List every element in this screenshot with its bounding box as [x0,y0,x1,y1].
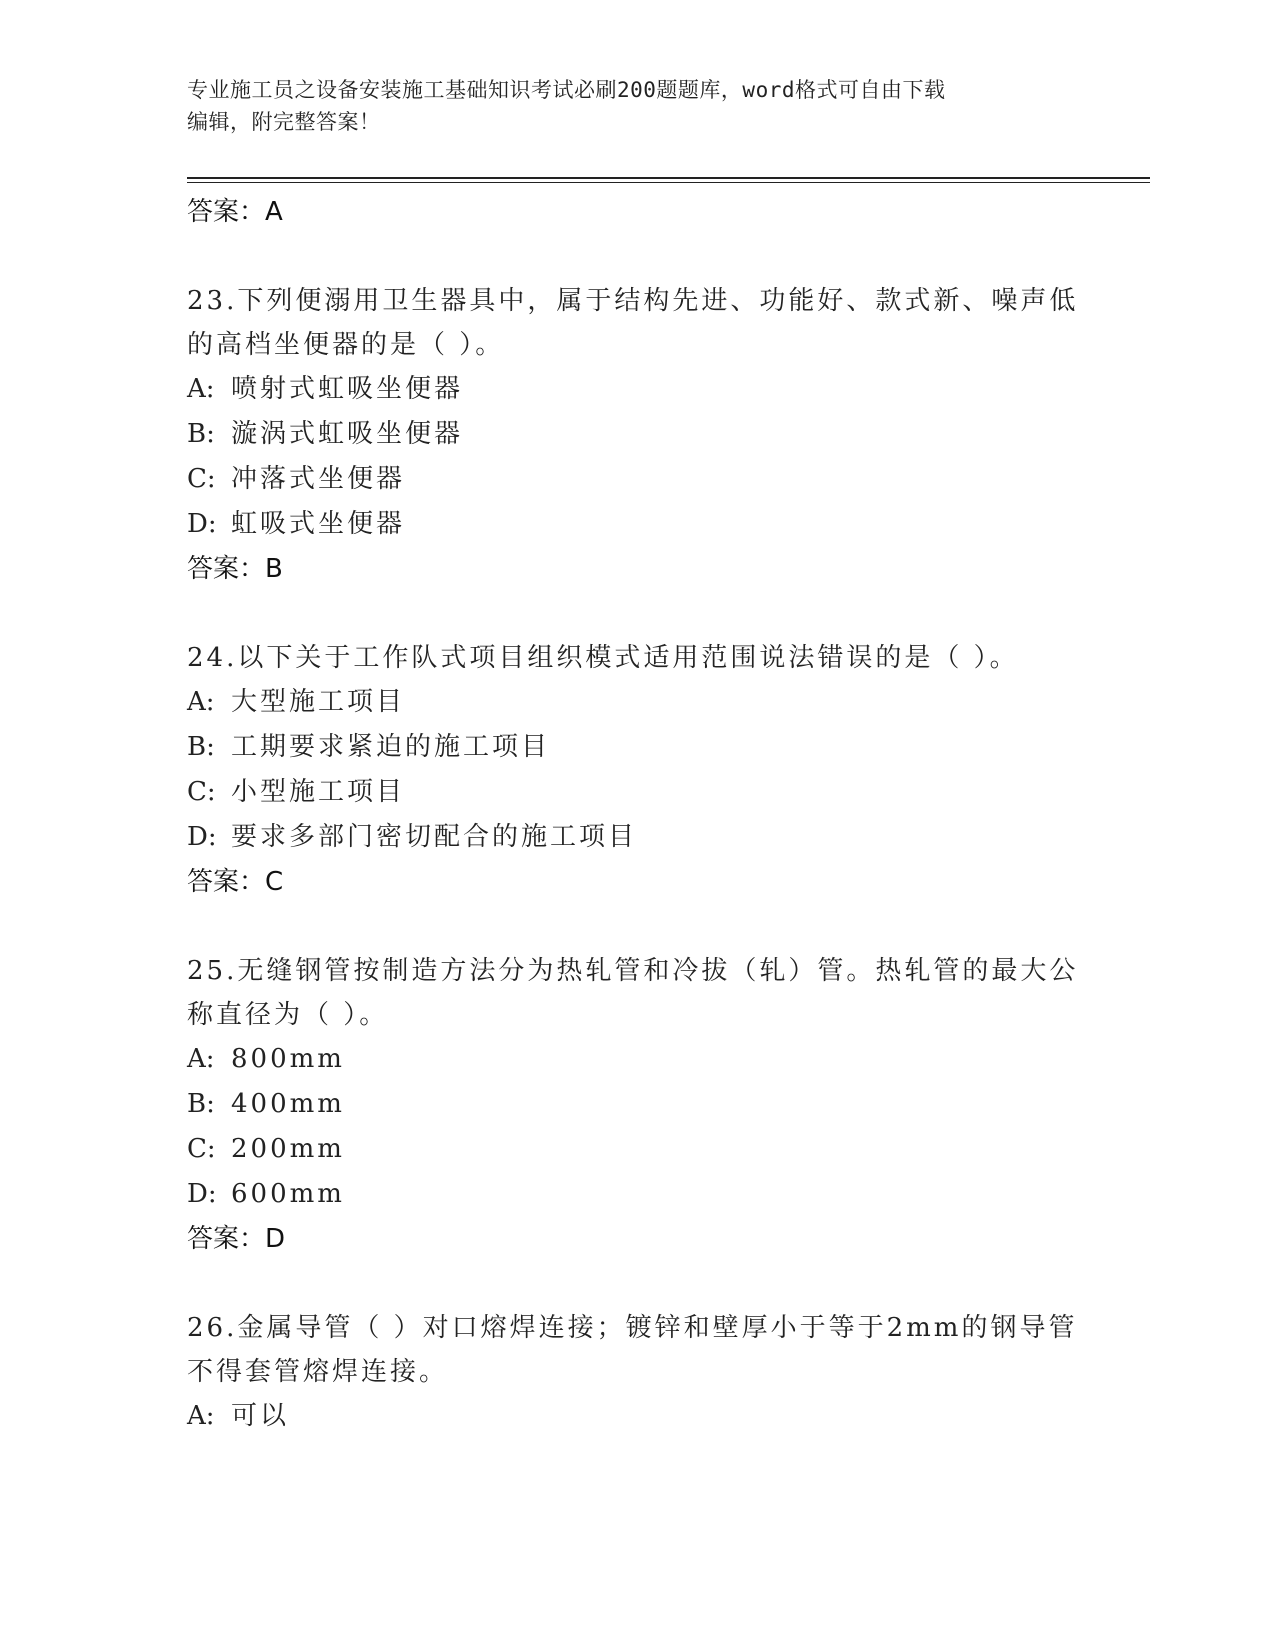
option-text: 虹吸式坐便器 [231,509,406,539]
option-d [187,815,1087,860]
answer-line: 答案：B [187,554,283,584]
option-label: C: [187,464,216,494]
question-24 [187,636,1087,905]
option-label: D: [187,509,217,539]
option-b [187,1082,1087,1127]
question-text-line: 的高档坐便器的是（ ）。 [187,330,505,360]
question-text-line: 26.金属导管（ ）对口熔焊连接；镀锌和壁厚小于等于2mm的钢导管 [187,1313,1078,1343]
option-c [187,457,1087,502]
question-list [187,190,1087,1439]
header-rule-thin [187,182,1150,183]
option-d [187,502,1087,547]
option-a [187,1394,1087,1439]
option-label: C: [187,1134,216,1164]
question-text-line: 不得套管熔焊连接。 [187,1357,449,1387]
option-d [187,1172,1087,1217]
question-text-line: 24.以下关于工作队式项目组织模式适用范围说法错误的是（ ）。 [187,643,1019,673]
question-text-line: 称直径为（ ）。 [187,1000,389,1030]
question-text [187,1306,1087,1394]
option-label: B: [187,419,215,449]
option-text: 小型施工项目 [231,777,406,807]
option-label: D: [187,822,217,852]
question-text [187,636,1087,680]
option-label: D: [187,1179,217,1209]
question-text [187,279,1087,367]
answer-line: 答案：D [187,1224,286,1254]
option-b [187,725,1087,770]
question-text [187,949,1087,1037]
question-26 [187,1306,1087,1439]
option-c [187,1127,1087,1172]
option-c [187,770,1087,815]
option-b [187,412,1087,457]
answer-line: 答案：C [187,867,284,897]
header-line-2: 编辑，附完整答案！ [187,110,381,134]
option-label: A: [187,687,215,717]
option-text: 冲落式坐便器 [231,464,406,494]
question-text-line: 25.无缝钢管按制造方法分为热轧管和冷拔（轧）管。热轧管的最大公 [187,956,1079,986]
option-label: A: [187,1401,215,1431]
question-23 [187,279,1087,592]
document-header [187,74,1087,138]
option-label: C: [187,777,216,807]
option-a [187,680,1087,725]
option-label: B: [187,732,215,762]
header-line-1: 专业施工员之设备安装施工基础知识考试必刷200题题库，word格式可自由下载 [187,78,946,102]
question-25 [187,949,1087,1262]
option-text: 可以 [231,1401,290,1431]
option-text: 工期要求紧迫的施工项目 [231,732,551,762]
option-a [187,367,1087,412]
option-text: 800mm [231,1044,345,1074]
header-rule [187,177,1150,179]
option-text: 600mm [231,1179,345,1209]
option-a [187,1037,1087,1082]
option-text: 喷射式虹吸坐便器 [231,374,464,404]
option-label: A: [187,1044,215,1074]
option-text: 漩涡式虹吸坐便器 [231,419,464,449]
answer-line: 答案：A [187,197,283,227]
option-text: 400mm [231,1089,345,1119]
option-text: 要求多部门密切配合的施工项目 [231,822,638,852]
option-label: B: [187,1089,215,1119]
option-text: 200mm [231,1134,345,1164]
option-text: 大型施工项目 [231,687,406,717]
option-label: A: [187,374,215,404]
question-text-line: 23.下列便溺用卫生器具中，属于结构先进、功能好、款式新、噪声低 [187,286,1079,316]
